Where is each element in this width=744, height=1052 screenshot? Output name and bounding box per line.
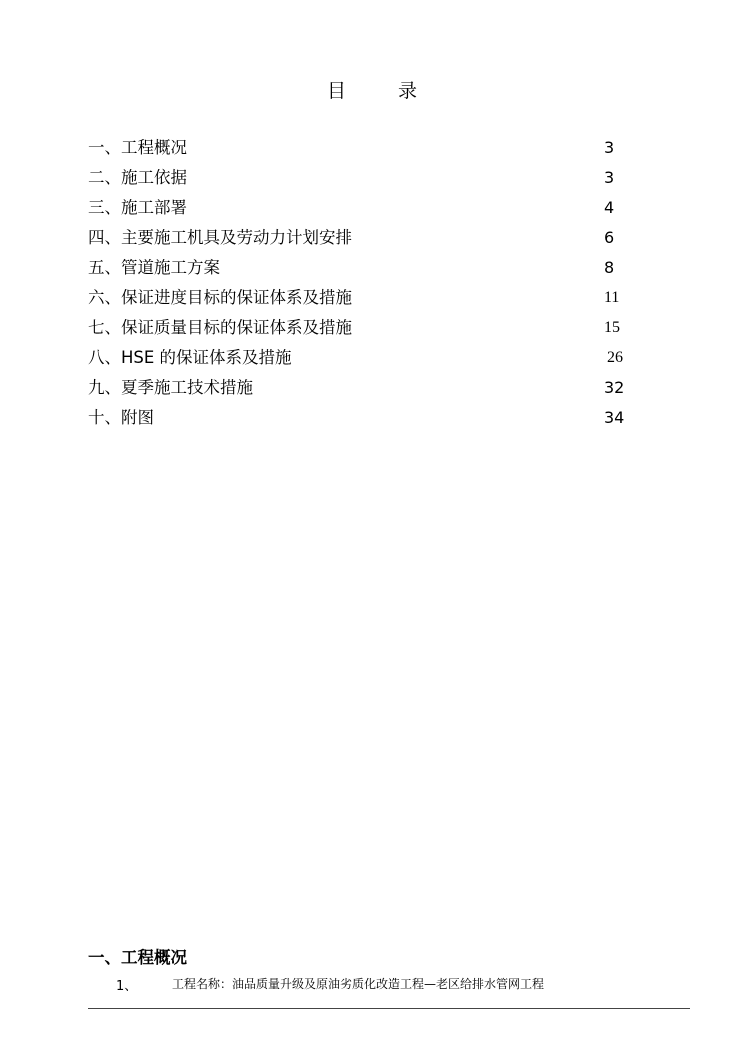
toc-entry-page: 6 <box>604 228 615 247</box>
toc-entry[interactable] <box>88 346 648 376</box>
toc-entry-page: 11 <box>604 289 620 306</box>
toc-entry-page: 3 <box>604 168 615 187</box>
toc-entry-page: 8 <box>604 258 615 277</box>
toc-entry-title: 十、附图 <box>88 408 154 427</box>
footer-divider <box>88 1008 690 1009</box>
toc-entry-title: 五、管道施工方案 <box>88 258 220 277</box>
toc-entry[interactable] <box>88 406 648 436</box>
toc-entry-title: 九、夏季施工技术措施 <box>88 378 253 397</box>
toc-entry[interactable] <box>88 226 648 256</box>
table-of-contents <box>88 136 648 436</box>
toc-entry[interactable] <box>88 196 648 226</box>
section-heading: 一、工程概况 <box>88 948 187 967</box>
toc-entry-title: 七、保证质量目标的保证体系及措施 <box>88 318 352 337</box>
toc-entry-page: 3 <box>604 138 615 157</box>
toc-entry[interactable] <box>88 166 648 196</box>
toc-entry[interactable] <box>88 256 648 286</box>
section-item <box>116 975 545 994</box>
page-title <box>0 76 744 103</box>
toc-entry-title: 三、施工部署 <box>88 198 187 217</box>
item-text: 工程名称：油品质量升级及原油劣质化改造工程—老区给排水管网工程 <box>172 977 545 991</box>
title-right-char: 录 <box>398 80 418 102</box>
toc-entry[interactable] <box>88 286 648 316</box>
toc-entry-title: 一、工程概况 <box>88 138 187 157</box>
toc-entry-title: 四、主要施工机具及劳动力计划安排 <box>88 228 352 247</box>
toc-entry-page: 4 <box>604 198 615 217</box>
title-left-char: 目 <box>326 80 346 102</box>
toc-entry-page: 34 <box>604 408 625 427</box>
toc-entry-title: 六、保证进度目标的保证体系及措施 <box>88 288 352 307</box>
toc-entry[interactable] <box>88 316 648 346</box>
toc-entry[interactable] <box>88 136 648 166</box>
toc-entry[interactable] <box>88 376 648 406</box>
item-number: 1、 <box>116 979 138 994</box>
toc-entry-page: 32 <box>604 378 625 397</box>
toc-entry-title: 二、施工依据 <box>88 168 187 187</box>
toc-entry-page: 15 <box>604 319 620 336</box>
toc-entry-title: 八、HSE 的保证体系及措施 <box>88 348 292 367</box>
toc-entry-page: 26 <box>607 349 623 366</box>
